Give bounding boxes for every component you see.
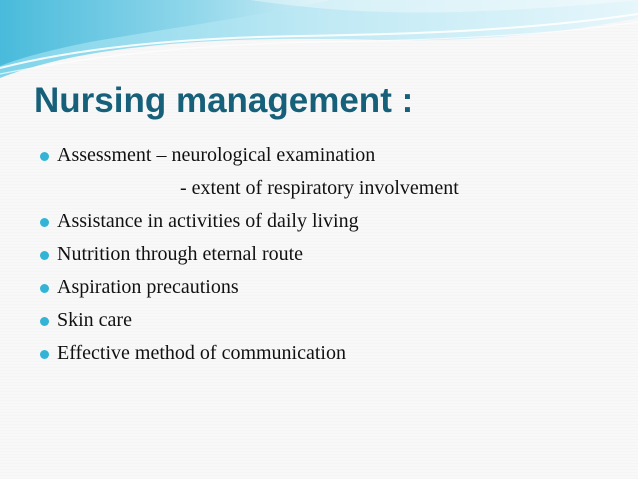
list-item: [40, 304, 459, 337]
bullet-icon: [40, 317, 49, 326]
list-item: [40, 238, 459, 271]
list-item: [40, 271, 459, 304]
list-item-text: Assistance in activities of daily living: [57, 210, 359, 232]
list-item-continuation: [40, 172, 459, 205]
list-item: [40, 205, 459, 238]
slide-title: Nursing management :: [34, 81, 414, 120]
bullet-list: [40, 139, 459, 370]
bullet-icon: [40, 152, 49, 161]
bullet-icon: [40, 284, 49, 293]
list-item-text: Assessment – neurological examination: [57, 144, 376, 166]
list-item-text: Skin care: [57, 309, 132, 331]
list-item-text: - extent of respiratory involvement: [180, 177, 459, 199]
list-item: [40, 337, 459, 370]
list-item-text: Nutrition through eternal route: [57, 243, 304, 265]
bullet-icon: [40, 350, 49, 359]
list-item-text: Aspiration precautions: [57, 276, 239, 298]
list-item: [40, 139, 459, 172]
list-item-text: Effective method of communication: [57, 342, 346, 364]
header-wave-decoration: [0, 0, 638, 80]
bullet-icon: [40, 218, 49, 227]
bullet-icon: [40, 251, 49, 260]
